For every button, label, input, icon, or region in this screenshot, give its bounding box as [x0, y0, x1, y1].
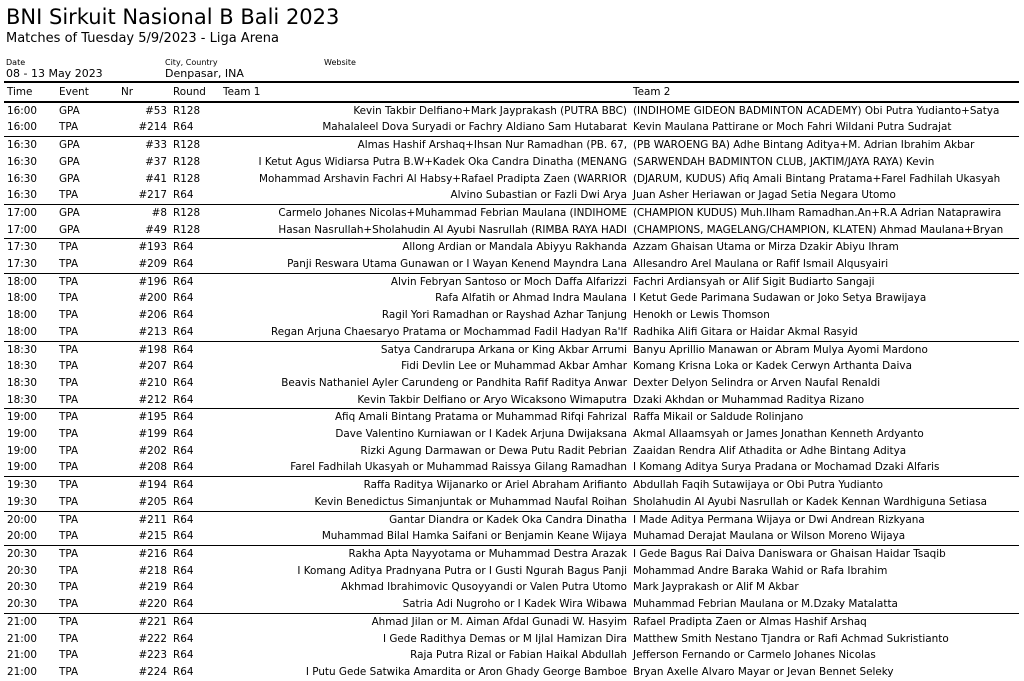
match-team1 — [220, 204, 630, 221]
match-team2: Mohammad Andre Baraka Wahid or Rafa Ibrahim — [633, 564, 888, 577]
match-team2: Banyu Aprillio Manawan or Abram Mulya Ayomi Mardono — [630, 341, 1019, 358]
match-number: #207 — [138, 360, 167, 373]
match-event: TPA — [56, 273, 118, 290]
match-team1 — [220, 443, 630, 460]
header-divider — [4, 81, 1019, 83]
match-time: 18:30 — [7, 376, 37, 389]
match-team1 — [220, 222, 630, 239]
match-number: #219 — [138, 581, 167, 594]
match-team1-text: Gantar Diandra or Kadek Oka Candra Dinatha — [389, 513, 627, 526]
match-time: 19:30 — [7, 495, 37, 508]
match-team2: Jefferson Fernando or Carmelo Johanes Nicolas — [633, 649, 876, 662]
match-number: #194 — [118, 477, 170, 494]
date-value: 08 - 13 May 2023 — [6, 67, 103, 80]
table-row[interactable] — [4, 579, 1019, 596]
match-team1 — [220, 119, 630, 136]
match-team1-text: Kevin Takbir Delfiano+Mark Jayprakash (PUTRA BBC) — [353, 104, 627, 117]
match-team2: Komang Krisna Loka or Kadek Cerwyn Arthanta Daiva — [633, 360, 912, 373]
city-value: Denpasar, INA — [165, 67, 244, 80]
match-event: TPA — [59, 189, 79, 202]
table-row[interactable] — [4, 239, 1019, 256]
match-number: #217 — [138, 189, 167, 202]
match-team2: Sholahudin Al Ayubi Nasrullah or Kadek Kennan Wardhiguna Setiasa — [633, 495, 988, 508]
match-team1 — [220, 511, 630, 528]
match-team1-text: Panji Reswara Utama Gunawan or I Wayan Kenend Mayndra Lana — [287, 258, 627, 271]
table-row[interactable] — [4, 307, 1019, 324]
match-number: #195 — [118, 409, 170, 426]
table-row[interactable] — [4, 392, 1019, 409]
match-number: #208 — [138, 461, 167, 474]
match-team1-text: I Ketut Agus Widiarsa Putra B.W+Kadek Oka Candra Dinatha (MENANG — [258, 155, 627, 168]
match-time: 21:00 — [4, 613, 56, 630]
match-team2: Dzaki Akhdan or Muhammad Raditya Rizano — [633, 393, 865, 406]
match-team1 — [220, 154, 630, 171]
table-row[interactable] — [4, 102, 1019, 120]
match-team1 — [220, 171, 630, 188]
match-team1 — [220, 631, 630, 648]
match-team1 — [220, 596, 630, 613]
match-number: #33 — [118, 137, 170, 154]
match-event: TPA — [56, 511, 118, 528]
match-round: R64 — [173, 444, 194, 457]
match-time: 20:30 — [7, 581, 37, 594]
match-team2: I Komang Aditya Surya Pradana or Mochamad Dzaki Alfaris — [633, 461, 940, 474]
match-team1 — [220, 459, 630, 476]
match-time: 16:30 — [7, 189, 37, 202]
match-event: TPA — [59, 649, 79, 662]
match-number: #206 — [138, 309, 167, 322]
match-number: #215 — [138, 530, 167, 543]
match-event: TPA — [59, 258, 79, 271]
match-team1-text: I Putu Gede Satwika Amardita or Aron Ghady George Bamboe — [305, 665, 627, 678]
match-round: R64 — [173, 495, 194, 508]
match-team1-text: Kevin Takbir Delfiano or Aryo Wicaksono Wimaputra — [357, 393, 627, 406]
column-header-team1: Team 1 — [220, 84, 630, 102]
match-team1-text: Mohammad Arshavin Fachri Al Habsy+Rafael Pradipta Zaen (WARRIOR — [259, 172, 627, 185]
match-team2: Matthew Smith Nestano Tjandra or Rafi Achmad Sukristianto — [633, 632, 949, 645]
match-number: #214 — [138, 121, 167, 134]
date-label: Date — [6, 58, 26, 67]
match-team2: (DJARUM, KUDUS) Afiq Amali Bintang Pratama+Farel Fadhilah Ukasyah — [633, 172, 1001, 185]
match-event: TPA — [59, 461, 79, 474]
match-event: TPA — [59, 325, 79, 338]
match-round: R64 — [170, 409, 220, 426]
match-event: TPA — [59, 530, 79, 543]
match-team1 — [220, 324, 630, 341]
match-team1 — [220, 256, 630, 273]
match-event: TPA — [59, 665, 79, 678]
table-row[interactable] — [4, 119, 1019, 136]
match-event: GPA — [59, 155, 80, 168]
match-team1 — [220, 647, 630, 664]
match-time: 20:30 — [4, 545, 56, 562]
match-number: #221 — [118, 613, 170, 630]
page-subtitle: Matches of Tuesday 5/9/2023 - Liga Arena — [6, 31, 279, 46]
match-round: R64 — [170, 545, 220, 562]
table-row[interactable] — [4, 477, 1019, 494]
match-team1 — [220, 290, 630, 307]
match-time: 16:30 — [7, 155, 37, 168]
match-team2: (CHAMPIONS, MAGELANG/CHAMPION, KLATEN) Ahmad Maulana+Bryan — [633, 223, 1004, 236]
match-event: TPA — [59, 632, 79, 645]
table-row[interactable] — [4, 290, 1019, 307]
table-row[interactable] — [4, 341, 1019, 358]
match-team1 — [220, 664, 630, 681]
match-event: TPA — [56, 409, 118, 426]
match-round: R64 — [170, 511, 220, 528]
match-event: TPA — [59, 360, 79, 373]
table-row[interactable] — [4, 375, 1019, 392]
match-round: R64 — [173, 598, 194, 611]
match-number: #8 — [118, 204, 170, 221]
match-event: TPA — [59, 564, 79, 577]
match-team2: Bryan Axelle Alvaro Mayar or Jevan Bennet Seleky — [633, 665, 894, 678]
match-event: TPA — [56, 545, 118, 562]
match-round: R64 — [173, 461, 194, 474]
table-row[interactable] — [4, 137, 1019, 154]
match-round: R64 — [173, 649, 194, 662]
match-team1-text: Fidi Devlin Lee or Muhammad Akbar Amhar — [401, 360, 627, 373]
match-number: #205 — [138, 495, 167, 508]
match-round: R64 — [173, 393, 194, 406]
match-round: R128 — [173, 223, 201, 236]
match-team1 — [220, 392, 630, 409]
match-team1-text: Muhammad Bilal Hamka Saifani or Benjamin Keane Wijaya — [321, 530, 627, 543]
match-team2: Fachri Ardiansyah or Alif Sigit Budiarto Sangaji — [630, 273, 1019, 290]
match-team1-text: I Komang Aditya Pradnyana Putra or I Gusti Ngurah Bagus Panji — [297, 564, 627, 577]
match-team1 — [220, 545, 630, 562]
match-team1 — [220, 102, 630, 120]
match-team1 — [220, 494, 630, 511]
match-number: #202 — [138, 444, 167, 457]
match-number: #198 — [118, 341, 170, 358]
match-team1 — [220, 426, 630, 443]
match-event: TPA — [59, 393, 79, 406]
table-row[interactable] — [4, 273, 1019, 290]
match-team1 — [220, 273, 630, 290]
match-team2: Juan Asher Heriawan or Jagad Setia Negara Utomo — [633, 189, 896, 202]
match-time: 16:30 — [4, 137, 56, 154]
match-team2: (PB WAROENG BA) Adhe Bintang Aditya+M. Adrian Ibrahim Akbar — [630, 137, 1019, 154]
match-round: R64 — [170, 477, 220, 494]
match-time: 19:00 — [7, 461, 37, 474]
match-time: 20:00 — [4, 511, 56, 528]
match-event: TPA — [56, 239, 118, 256]
column-header-nr: Nr — [118, 84, 170, 102]
match-team2: Mark Jayprakash or Alif M Akbar — [633, 581, 799, 594]
match-team1 — [220, 358, 630, 375]
column-header-round: Round — [170, 84, 220, 102]
match-team1 — [220, 563, 630, 580]
match-time: 19:00 — [7, 444, 37, 457]
match-team2: Radhika Alifi Gitara or Haidar Akmal Rasyid — [633, 325, 858, 338]
match-time: 20:30 — [7, 564, 37, 577]
match-round: R128 — [170, 102, 220, 120]
match-number: #224 — [138, 665, 167, 678]
match-event: TPA — [59, 309, 79, 322]
match-team1-text: Dave Valentino Kurniawan or I Kadek Arjuna Dwijaksana — [335, 428, 627, 441]
match-team1 — [220, 477, 630, 494]
match-number: #220 — [138, 598, 167, 611]
match-event: TPA — [59, 121, 79, 134]
match-team1-text: Satria Adi Nugroho or I Kadek Wira Wibawa — [402, 598, 627, 611]
match-team1-text: Rizki Agung Darmawan or Dewa Putu Radit Pebrian — [360, 444, 627, 457]
match-number: #213 — [138, 325, 167, 338]
table-row[interactable] — [4, 358, 1019, 375]
match-round: R64 — [173, 121, 194, 134]
match-round: R64 — [173, 564, 194, 577]
match-event: TPA — [56, 341, 118, 358]
match-round: R64 — [173, 360, 194, 373]
match-team1-text: Ahmad Jilan or M. Aiman Afdal Gunadi W. Hasyim — [371, 615, 627, 628]
match-time: 17:30 — [7, 258, 37, 271]
match-event: GPA — [56, 102, 118, 120]
match-team1-text: Beavis Nathaniel Ayler Carundeng or Pandhita Rafif Raditya Anwar — [281, 376, 627, 389]
match-event: GPA — [56, 204, 118, 221]
match-time: 19:00 — [7, 428, 37, 441]
table-row[interactable] — [4, 528, 1019, 545]
match-number: #209 — [138, 258, 167, 271]
match-team1-text: Rafa Alfatih or Ahmad Indra Maulana — [435, 292, 627, 305]
match-time: 18:00 — [7, 292, 37, 305]
table-row[interactable] — [4, 154, 1019, 171]
table-row[interactable] — [4, 426, 1019, 443]
match-team2: Akmal Allaamsyah or James Jonathan Kenneth Ardyanto — [633, 428, 924, 441]
column-header-event: Event — [56, 84, 118, 102]
table-row[interactable] — [4, 631, 1019, 648]
match-team1-text: Alvin Febryan Santoso or Moch Daffa Alfarizzi — [390, 275, 627, 288]
match-number: #222 — [138, 632, 167, 645]
match-time: 19:30 — [4, 477, 56, 494]
match-time: 19:00 — [4, 409, 56, 426]
table-row[interactable] — [4, 409, 1019, 426]
page-title: BNI Sirkuit Nasional B Bali 2023 — [6, 5, 340, 29]
match-number: #218 — [138, 564, 167, 577]
match-team2: Muhamad Derajat Maulana or Wilson Moreno Wijaya — [633, 530, 906, 543]
match-time: 20:30 — [7, 598, 37, 611]
match-team1-text: Hasan Nasrullah+Sholahudin Al Ayubi Nasrullah (RIMBA RAYA HADI — [278, 223, 627, 236]
match-time: 17:30 — [4, 239, 56, 256]
match-time: 18:30 — [4, 341, 56, 358]
city-label: City, Country — [165, 58, 218, 67]
match-team1 — [220, 409, 630, 426]
table-row[interactable] — [4, 563, 1019, 580]
match-round: R128 — [170, 204, 220, 221]
match-round: R64 — [170, 239, 220, 256]
match-team1-text: Afiq Amali Bintang Pratama or Muhammad Rifqi Fahrizal — [334, 411, 627, 424]
match-time: 21:00 — [7, 665, 37, 678]
table-row[interactable] — [4, 647, 1019, 664]
match-team2: Allesandro Arel Maulana or Rafif Ismail Alqusyairi — [633, 258, 889, 271]
match-event: TPA — [59, 581, 79, 594]
match-team1-text: Farel Fadhilah Ukasyah or Muhammad Raissya Gilang Ramadhan — [290, 461, 627, 474]
match-time: 20:00 — [7, 530, 37, 543]
match-round: R64 — [173, 309, 194, 322]
match-rows — [4, 102, 1019, 681]
match-event: TPA — [59, 292, 79, 305]
match-team1-text: Almas Hashif Arshaq+Ihsan Nur Ramadhan (PB. 67, — [357, 139, 627, 152]
table-header-row — [4, 84, 1019, 102]
match-time: 18:00 — [7, 309, 37, 322]
match-team1-text: Alvino Subastian or Fazli Dwi Arya — [450, 189, 627, 202]
match-time: 18:30 — [7, 393, 37, 406]
match-team1 — [220, 375, 630, 392]
match-team2: Henokh or Lewis Thomson — [633, 309, 770, 322]
match-event: TPA — [59, 376, 79, 389]
match-round: R64 — [173, 189, 194, 202]
table-row[interactable] — [4, 256, 1019, 273]
match-round: R64 — [173, 665, 194, 678]
website-label: Website — [324, 58, 356, 67]
match-round: R64 — [170, 273, 220, 290]
match-event: TPA — [59, 495, 79, 508]
match-team1 — [220, 613, 630, 630]
match-team2: Rafael Pradipta Zaen or Almas Hashif Arshaq — [630, 613, 1019, 630]
match-team2: Kevin Maulana Pattirane or Moch Fahri Wildani Putra Sudrajat — [633, 121, 952, 134]
match-round: R64 — [173, 581, 194, 594]
match-number: #211 — [118, 511, 170, 528]
match-event: TPA — [59, 444, 79, 457]
match-time: 16:30 — [7, 172, 37, 185]
table-row[interactable] — [4, 545, 1019, 562]
match-team1 — [220, 528, 630, 545]
match-team1 — [220, 579, 630, 596]
match-team2: Zaaidan Rendra Alif Athadita or Adhe Bintang Aditya — [633, 444, 907, 457]
match-number: #200 — [138, 292, 167, 305]
table-row[interactable] — [4, 511, 1019, 528]
match-team2: Azzam Ghaisan Utama or Mirza Dzakir Abiyu Ihram — [630, 239, 1019, 256]
match-number: #196 — [118, 273, 170, 290]
match-round: R128 — [173, 155, 201, 168]
match-round: R128 — [173, 172, 201, 185]
match-number: #223 — [138, 649, 167, 662]
match-time: 16:00 — [7, 121, 37, 134]
match-round: R64 — [173, 325, 194, 338]
table-row[interactable] — [4, 222, 1019, 239]
matches-table — [4, 84, 1019, 681]
match-time: 18:00 — [7, 325, 37, 338]
match-team1-text: Akhmad Ibrahimovic Qusoyyandi or Valen Putra Utomo — [341, 581, 627, 594]
match-event: GPA — [56, 137, 118, 154]
match-time: 17:00 — [4, 204, 56, 221]
table-row[interactable] — [4, 204, 1019, 221]
match-team1-text: I Gede Radithya Demas or M Ijlal Hamizan Dira — [382, 632, 627, 645]
match-event: GPA — [59, 223, 80, 236]
column-header-time: Time — [4, 84, 56, 102]
match-team2: Raffa Mikail or Saldude Rolinjano — [630, 409, 1019, 426]
match-number: #210 — [138, 376, 167, 389]
match-event: TPA — [59, 428, 79, 441]
match-team1-text: Raja Putra Rizal or Fabian Haikal Abdullah — [410, 649, 627, 662]
table-row[interactable] — [4, 613, 1019, 630]
match-team1-text: Mahalaleel Dova Suryadi or Fachry Aldiano Sam Hutabarat — [322, 121, 627, 134]
match-team2: I Ketut Gede Parimana Sudawan or Joko Setya Brawijaya — [633, 292, 927, 305]
match-number: #199 — [138, 428, 167, 441]
match-time: 18:00 — [4, 273, 56, 290]
match-round: R64 — [173, 258, 194, 271]
match-team1-text: Regan Arjuna Chaesaryo Pratama or Mochammad Fadil Hadyan Ra'lf — [271, 325, 627, 338]
table-row[interactable] — [4, 171, 1019, 188]
table-row[interactable] — [4, 187, 1019, 204]
table-row[interactable] — [4, 596, 1019, 613]
match-number: #216 — [118, 545, 170, 562]
match-team1 — [220, 137, 630, 154]
match-round: R64 — [173, 292, 194, 305]
match-number: #41 — [145, 172, 167, 185]
table-row[interactable] — [4, 494, 1019, 511]
match-time: 17:00 — [7, 223, 37, 236]
match-team1-text: Kevin Benedictus Simanjuntak or Muhammad Naufal Roihan — [314, 495, 627, 508]
match-round: R64 — [173, 632, 194, 645]
match-number: #49 — [145, 223, 167, 236]
match-round: R64 — [173, 530, 194, 543]
match-time: 18:30 — [7, 360, 37, 373]
match-number: #212 — [138, 393, 167, 406]
match-number: #53 — [118, 102, 170, 120]
table-row[interactable] — [4, 459, 1019, 476]
match-team1 — [220, 187, 630, 204]
match-team1-text: Ragil Yori Ramadhan or Rayshad Azhar Tanjung — [381, 309, 627, 322]
match-time: 21:00 — [7, 632, 37, 645]
match-team2: I Made Aditya Permana Wijaya or Dwi Andrean Rizkyana — [630, 511, 1019, 528]
match-number: #193 — [118, 239, 170, 256]
match-team2: Dexter Delyon Selindra or Arven Naufal Renaldi — [633, 376, 881, 389]
match-time: 21:00 — [7, 649, 37, 662]
column-header-team2: Team 2 — [630, 84, 1019, 102]
match-team1-text: Rakha Apta Nayyotama or Muhammad Destra Arazak — [348, 547, 627, 560]
match-team2: (INDIHOME GIDEON BADMINTON ACADEMY) Obi Putra Yudianto+Satya — [630, 102, 1019, 120]
match-event: TPA — [59, 598, 79, 611]
match-team2: Muhammad Febrian Maulana or M.Dzaky Matalatta — [633, 598, 898, 611]
match-event: TPA — [56, 477, 118, 494]
match-team1-text: Carmelo Johanes Nicolas+Muhammad Febrian Maulana (INDIHOME — [278, 206, 627, 219]
match-team2: (CHAMPION KUDUS) Muh.Ilham Ramadhan.An+R.A Adrian Nataprawira — [630, 204, 1019, 221]
match-round: R64 — [173, 428, 194, 441]
match-team2: Abdullah Faqih Sutawijaya or Obi Putra Yudianto — [630, 477, 1019, 494]
match-round: R64 — [170, 613, 220, 630]
match-team1 — [220, 239, 630, 256]
match-team1-text: Raffa Raditya Wijanarko or Ariel Abraham Arifianto — [363, 479, 627, 492]
match-event: TPA — [56, 613, 118, 630]
match-team1-text: Satya Candrarupa Arkana or King Akbar Arrumi — [380, 343, 627, 356]
match-number: #37 — [145, 155, 167, 168]
match-team2: I Gede Bagus Rai Daiva Daniswara or Ghaisan Haidar Tsaqib — [630, 545, 1019, 562]
match-team1 — [220, 307, 630, 324]
match-round: R64 — [170, 341, 220, 358]
match-team1-text: Allong Ardian or Mandala Abiyyu Rakhanda — [402, 241, 627, 254]
match-time: 16:00 — [4, 102, 56, 120]
table-row[interactable] — [4, 324, 1019, 341]
match-team2: (SARWENDAH BADMINTON CLUB, JAKTIM/JAYA RAYA) Kevin — [633, 155, 935, 168]
match-event: GPA — [59, 172, 80, 185]
match-team1 — [220, 341, 630, 358]
match-round: R64 — [173, 376, 194, 389]
table-row[interactable] — [4, 443, 1019, 460]
match-round: R128 — [170, 137, 220, 154]
table-row[interactable] — [4, 664, 1019, 681]
